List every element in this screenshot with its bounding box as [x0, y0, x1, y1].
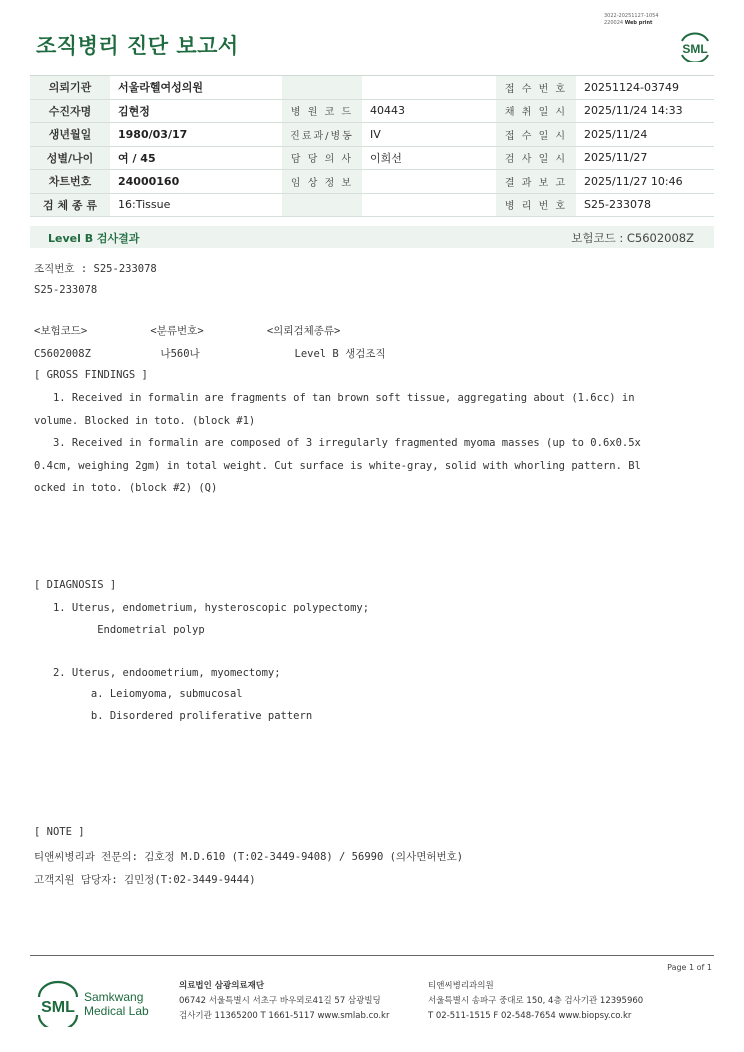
footer-divider — [30, 955, 714, 956]
info-value-v3: S25-233078 — [576, 193, 714, 217]
footer-lab-info — [428, 979, 643, 1024]
info-value-v2: 이희선 — [362, 146, 496, 170]
info-value-v3: 2025/11/27 — [576, 146, 714, 170]
gross-finding-line: 1. Received in formalin are fragments of tan brown soft tissue, aggregating about (1.6cc) in — [34, 392, 635, 404]
info-value-v3: 2025/11/27 10:46 — [576, 170, 714, 194]
info-value-v2 — [362, 193, 496, 217]
note-line: 티앤씨병리과 전문의: 김호정 M.D.610 (T:02-3449-9408) / 56990 (의사면허번호) — [34, 851, 464, 863]
diagnosis-list — [34, 602, 369, 731]
footer-logo-name2: Medical Lab — [84, 1004, 149, 1018]
info-row — [30, 170, 714, 194]
footer-company-contact: 검사기관 11365200 T 1661-5117 www.smlab.co.kr — [179, 1011, 390, 1021]
info-label-l1: 수진자명 — [30, 99, 110, 123]
info-value-v1: 김현정 — [110, 99, 282, 123]
code-values: C5602008Z 나560나 Level B 생검조직 — [34, 348, 386, 360]
print-code-line2: 220024 — [604, 20, 624, 26]
footer-company-address: 06742 서울특별시 서초구 바우뫼로41길 57 삼광빌딩 — [179, 996, 381, 1006]
sml-logo-icon — [676, 28, 714, 62]
diagnosis-line: a. Leiomyoma, submucosal — [34, 688, 243, 700]
info-label-l3: 검 사 일 시 — [496, 146, 576, 170]
info-row — [30, 123, 714, 147]
footer-company-info — [179, 979, 389, 1024]
report-title: 조직병리 진단 보고서 — [36, 34, 239, 58]
section-title: Level B 검사결과 — [48, 232, 140, 245]
info-label-l2: 진료과/병동 — [282, 123, 362, 147]
info-value-v1: 서울라헬여성의원 — [110, 76, 282, 100]
diagnosis-line — [34, 645, 369, 667]
info-row — [30, 76, 714, 100]
footer-logo-text: SML — [41, 999, 75, 1016]
insurance-code: 보험코드 : C5602008Z — [571, 231, 694, 245]
info-value-v3: 20251124-03749 — [576, 76, 714, 100]
gross-finding-line: ocked in toto. (block #2) (Q) — [34, 482, 218, 494]
footer-lab-address: 서울특별시 송파구 중대로 150, 4층 검사기관 12395960 — [428, 996, 644, 1006]
diagnosis-line: 2. Uterus, endoometrium, myomectomy; — [34, 666, 281, 679]
info-value-v2 — [362, 76, 496, 100]
gross-finding-line: 3. Received in formalin are composed of 3 irregularly fragmented myoma masses (up to 0.6x0.5x — [34, 437, 641, 449]
info-value-v1: 16:Tissue — [110, 193, 282, 217]
info-label-l2: 담 당 의 사 — [282, 146, 362, 170]
info-value-v1: 여 / 45 — [110, 146, 282, 170]
note-lines — [34, 849, 463, 895]
page-indicator: Page 1 of 1 — [667, 963, 712, 972]
gross-findings — [34, 392, 641, 505]
info-row — [30, 193, 714, 217]
footer-lab-contact: T 02-511-1515 F 02-548-7654 www.biopsy.co.kr — [428, 1011, 632, 1021]
info-label-l3: 접 수 번 호 — [496, 76, 576, 100]
info-label-l3: 채 취 일 시 — [496, 99, 576, 123]
info-value-v2: IV — [362, 123, 496, 147]
info-label-l2 — [282, 76, 362, 100]
print-code — [604, 13, 659, 27]
diagnosis-line: Endometrial polyp — [34, 623, 205, 636]
note-title: [ NOTE ] — [34, 826, 85, 838]
info-row — [30, 99, 714, 123]
gross-findings-title: [ GROSS FINDINGS ] — [34, 369, 148, 381]
result-section-bar — [30, 226, 714, 248]
samkwang-logo-icon — [36, 979, 166, 1027]
info-label-l1: 차트번호 — [30, 170, 110, 194]
footer-logo-name1: Samkwang — [84, 990, 144, 1004]
diagnosis-line: 1. Uterus, endometrium, hysteroscopic polypectomy; — [34, 602, 370, 614]
info-row — [30, 146, 714, 170]
info-label-l1: 생년월일 — [30, 123, 110, 147]
info-value-v2 — [362, 170, 496, 194]
gross-finding-line: 0.4cm, weighing 2gm) in total weight. Cut surface is white-gray, solid with whorling pattern. Bl — [34, 459, 641, 472]
tissue-number: S25-233078 — [34, 284, 98, 296]
info-value-v3: 2025/11/24 — [576, 123, 714, 147]
info-label-l1: 검 체 종 류 — [30, 193, 110, 217]
gross-finding-line: volume. Blocked in toto. (block #1) — [34, 414, 256, 427]
info-value-v2: 40443 — [362, 99, 496, 123]
footer-lab-name: 티앤씨병리과의원 — [428, 981, 494, 991]
info-label-l2: 병 원 코 드 — [282, 99, 362, 123]
info-label-l2 — [282, 193, 362, 217]
info-label-l2: 임 상 정 보 — [282, 170, 362, 194]
info-label-l1: 의뢰기관 — [30, 76, 110, 100]
info-value-v1: 24000160 — [110, 170, 282, 194]
info-label-l3: 결 과 보 고 — [496, 170, 576, 194]
print-code-line1: 3022-20251127-1054 — [604, 13, 659, 19]
diagnosis-title: [ DIAGNOSIS ] — [34, 579, 117, 591]
code-headers: <보험코드> <분류번호> <의뢰검체종류> — [34, 325, 341, 337]
footer-company-name: 의료법인 삼광의료재단 — [179, 981, 265, 991]
note-line: 고객지원 담당자: 김민정(T:02-3449-9444) — [34, 874, 256, 886]
patient-info-table — [30, 75, 714, 217]
info-label-l3: 병 리 번 호 — [496, 193, 576, 217]
logo-text: SML — [682, 42, 708, 56]
info-value-v3: 2025/11/24 14:33 — [576, 99, 714, 123]
info-label-l1: 성별/나이 — [30, 146, 110, 170]
diagnosis-line: b. Disordered proliferative pattern — [34, 709, 313, 722]
print-label: Web print — [624, 20, 653, 26]
tissue-number-line: 조직번호 : S25-233078 — [34, 263, 157, 275]
info-value-v1: 1980/03/17 — [110, 123, 282, 147]
info-label-l3: 접 수 일 시 — [496, 123, 576, 147]
